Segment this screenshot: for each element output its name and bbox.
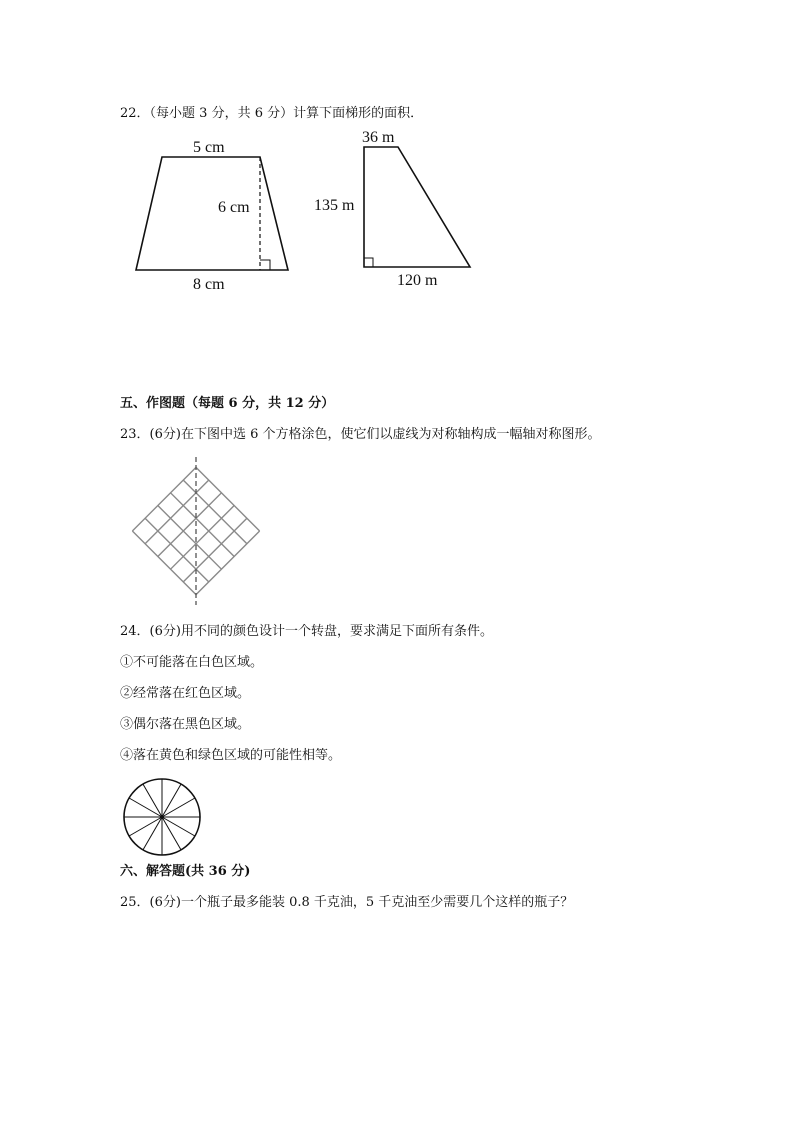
trapezoid-figure-1 (130, 136, 300, 296)
section-5-title: 五、作图题（每题 6 分，共 12 分） (120, 396, 335, 411)
question-25-text: 25．(6分)一个瓶子最多能装 0.8 千克油，5 千克油至少需要几个这样的瓶子？ (120, 895, 574, 910)
trapezoid-2-bottom-label: 120 m (397, 272, 438, 289)
question-22-text: 22．（每小题 3 分，共 6 分）计算下面梯形的面积． (120, 106, 424, 121)
trapezoid-1-top-label: 5 cm (193, 139, 225, 156)
condition-1: ①不可能落在白色区域。 (120, 655, 264, 670)
question-24-text: 24．(6分)用不同的颜色设计一个转盘，要求满足下面所有条件。 (120, 624, 493, 639)
condition-3: ③偶尔落在黑色区域。 (120, 717, 251, 732)
trapezoid-1-height-label: 6 cm (218, 199, 250, 216)
condition-2: ②经常落在红色区域。 (120, 686, 251, 701)
trapezoid-figure-2 (310, 124, 500, 294)
trapezoid-2-top-label: 36 m (362, 129, 395, 146)
question-23-text: 23．(6分)在下图中选 6 个方格涂色，使它们以虚线为对称轴构成一幅轴对称图形。 (120, 427, 601, 442)
section-6-title: 六、解答题(共 36 分) (120, 864, 251, 879)
spinner-wheel-figure (120, 775, 204, 859)
trapezoid-2-height-label: 135 m (314, 197, 355, 214)
trapezoid-1-bottom-label: 8 cm (193, 276, 225, 293)
symmetry-grid-figure (120, 455, 270, 605)
condition-4: ④落在黄色和绿色区域的可能性相等。 (120, 748, 342, 763)
